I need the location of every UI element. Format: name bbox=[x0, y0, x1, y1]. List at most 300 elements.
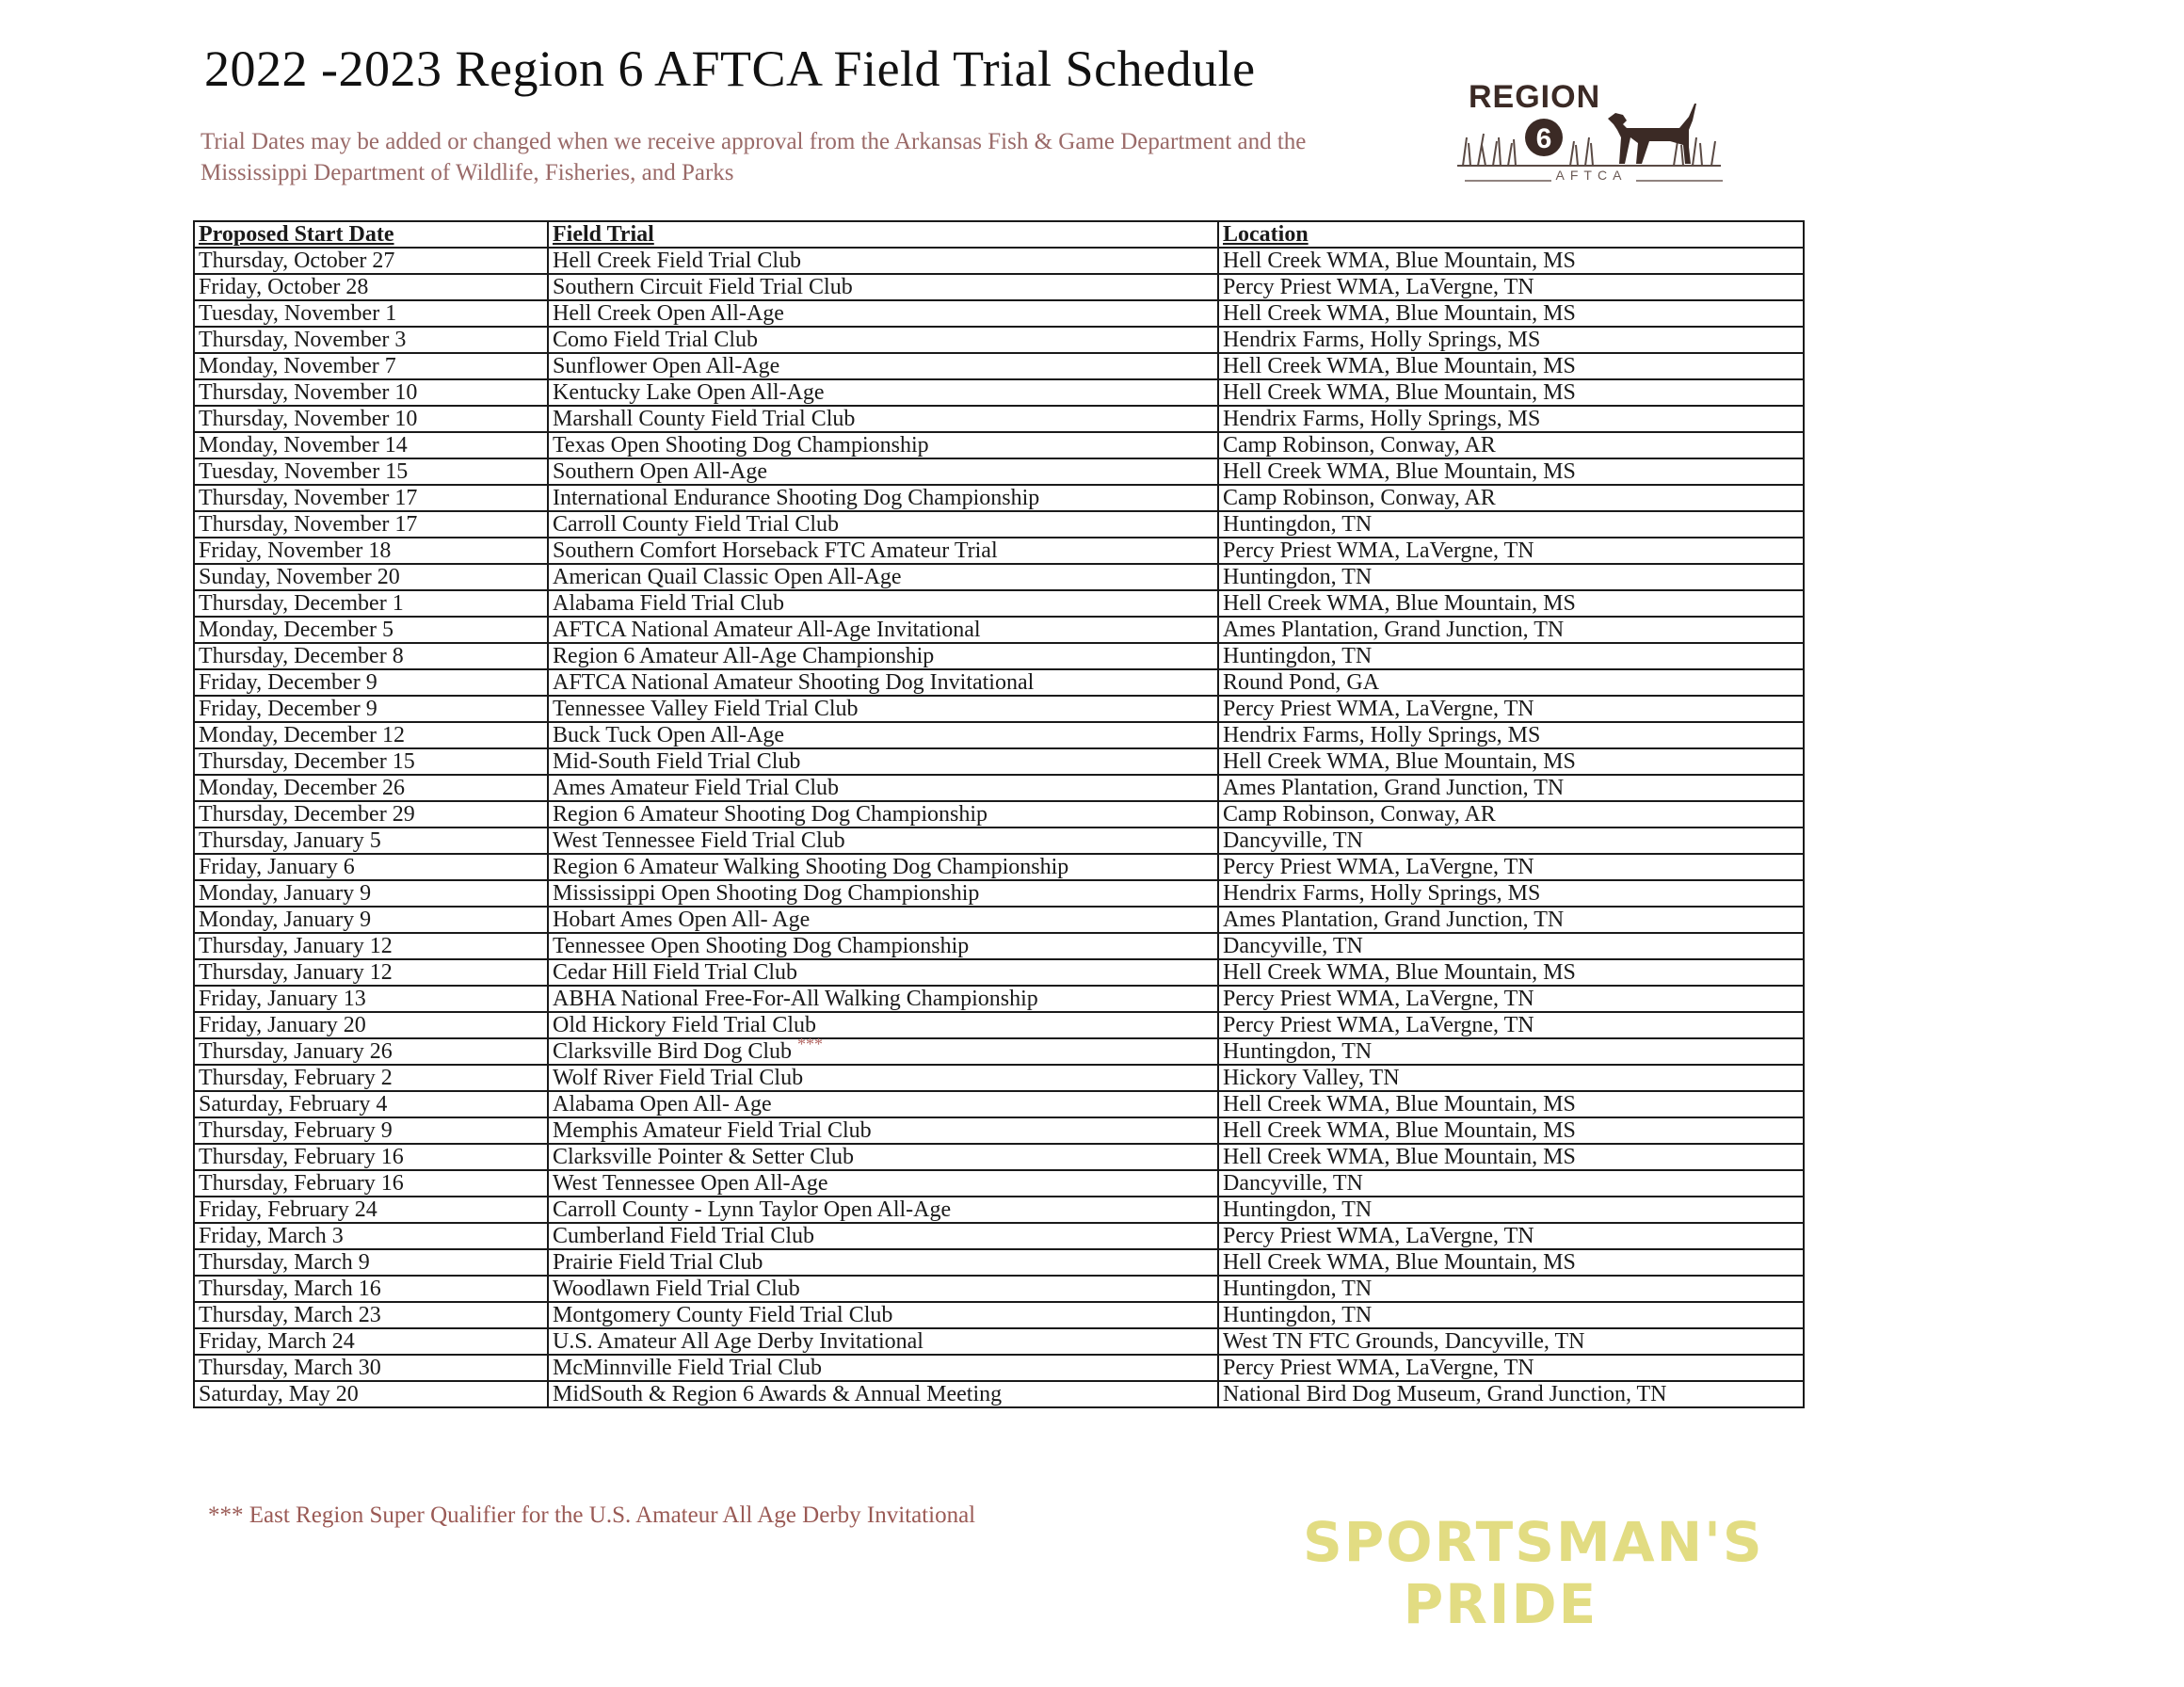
table-row bbox=[194, 1170, 1804, 1197]
cell-start-date bbox=[194, 1038, 548, 1065]
cell-field-trial-text: Hell Creek Field Trial Club bbox=[553, 249, 801, 273]
cell-start-date bbox=[194, 1170, 548, 1197]
cell-field-trial bbox=[548, 827, 1218, 854]
cell-field-trial bbox=[548, 248, 1218, 274]
cell-start-date bbox=[194, 1302, 548, 1328]
cell-start-date-text: Thursday, January 5 bbox=[199, 828, 381, 853]
table-row bbox=[194, 1276, 1804, 1302]
cell-field-trial-text: Kentucky Lake Open All-Age bbox=[553, 380, 825, 405]
cell-field-trial bbox=[548, 1197, 1218, 1223]
cell-start-date-text: Friday, January 20 bbox=[199, 1013, 366, 1037]
cell-location bbox=[1218, 274, 1804, 300]
cell-field-trial-text: Carroll County Field Trial Club bbox=[553, 512, 840, 537]
cell-start-date-text: Thursday, January 12 bbox=[199, 934, 393, 958]
cell-location-text: Camp Robinson, Conway, AR bbox=[1223, 433, 1496, 458]
cell-location bbox=[1218, 458, 1804, 485]
cell-start-date bbox=[194, 1355, 548, 1381]
cell-location-text: Percy Priest WMA, LaVergne, TN bbox=[1223, 1356, 1534, 1380]
table-row bbox=[194, 538, 1804, 564]
table-row bbox=[194, 933, 1804, 959]
table-row bbox=[194, 1144, 1804, 1170]
cell-location bbox=[1218, 1012, 1804, 1038]
cell-location bbox=[1218, 959, 1804, 986]
cell-start-date bbox=[194, 959, 548, 986]
cell-field-trial bbox=[548, 538, 1218, 564]
table-row bbox=[194, 1091, 1804, 1117]
cell-location-text: Hell Creek WMA, Blue Mountain, MS bbox=[1223, 301, 1576, 326]
cell-field-trial-text: Mid-South Field Trial Club bbox=[553, 749, 801, 774]
cell-start-date-text: Thursday, March 16 bbox=[199, 1277, 381, 1301]
cell-start-date-text: Monday, December 5 bbox=[199, 618, 394, 642]
cell-location bbox=[1218, 564, 1804, 590]
cell-location bbox=[1218, 1302, 1804, 1328]
cell-field-trial bbox=[548, 1381, 1218, 1407]
cell-start-date bbox=[194, 248, 548, 274]
cell-field-trial bbox=[548, 617, 1218, 643]
cell-field-trial-text: Alabama Field Trial Club bbox=[553, 591, 784, 616]
table-row bbox=[194, 1223, 1804, 1249]
cell-field-trial-text: Southern Circuit Field Trial Club bbox=[553, 275, 853, 299]
cell-field-trial bbox=[548, 1035, 1218, 1065]
cell-field-trial bbox=[548, 801, 1218, 827]
cell-location-text: Dancyville, TN bbox=[1223, 828, 1363, 853]
cell-field-trial-text: Buck Tuck Open All-Age bbox=[553, 723, 784, 747]
table-row bbox=[194, 827, 1804, 854]
cell-location-text: Percy Priest WMA, LaVergne, TN bbox=[1223, 697, 1534, 721]
cell-location-text: Hell Creek WMA, Blue Mountain, MS bbox=[1223, 1092, 1576, 1117]
cell-start-date bbox=[194, 986, 548, 1012]
cell-start-date-text: Tuesday, November 15 bbox=[199, 459, 409, 484]
cell-location bbox=[1218, 880, 1804, 907]
cell-field-trial-text: Sunflower Open All-Age bbox=[553, 354, 780, 378]
cell-start-date bbox=[194, 801, 548, 827]
cell-location-text: Percy Priest WMA, LaVergne, TN bbox=[1223, 1013, 1534, 1037]
table-row bbox=[194, 959, 1804, 986]
cell-field-trial-text: MidSouth & Region 6 Awards & Annual Meeting bbox=[553, 1382, 1003, 1406]
cell-location-text: Percy Priest WMA, LaVergne, TN bbox=[1223, 987, 1534, 1011]
cell-location bbox=[1218, 748, 1804, 775]
cell-field-trial bbox=[548, 1249, 1218, 1276]
cell-field-trial-text: West Tennessee Field Trial Club bbox=[553, 828, 845, 853]
table-row bbox=[194, 590, 1804, 617]
cell-location-text: Percy Priest WMA, LaVergne, TN bbox=[1223, 538, 1534, 563]
table-row bbox=[194, 643, 1804, 669]
cell-start-date-text: Friday, February 24 bbox=[199, 1197, 377, 1222]
cell-location-text: Hell Creek WMA, Blue Mountain, MS bbox=[1223, 380, 1576, 405]
page-subtitle: Trial Dates may be added or changed when we receive approval from the Arkansas Fish & Game Department and the Mississippi Department of Wildlife, Fisheries, and Parks bbox=[201, 129, 1307, 185]
cell-start-date-text: Sunday, November 20 bbox=[199, 565, 400, 589]
cell-field-trial-text: Carroll County - Lynn Taylor Open All-Age bbox=[553, 1197, 952, 1222]
table-row bbox=[194, 696, 1804, 722]
cell-location bbox=[1218, 1276, 1804, 1302]
cell-start-date bbox=[194, 1065, 548, 1091]
cell-field-trial bbox=[548, 933, 1218, 959]
cell-location-text: Camp Robinson, Conway, AR bbox=[1223, 802, 1496, 827]
cell-location bbox=[1218, 327, 1804, 353]
cell-start-date bbox=[194, 854, 548, 880]
logo-aftca-text: AFTCA bbox=[1555, 168, 1628, 183]
cell-field-trial bbox=[548, 590, 1218, 617]
cell-field-trial-text: Ames Amateur Field Trial Club bbox=[553, 776, 840, 800]
table-row bbox=[194, 485, 1804, 511]
cell-start-date bbox=[194, 458, 548, 485]
cell-start-date bbox=[194, 485, 548, 511]
cell-location-text: Hendrix Farms, Holly Springs, MS bbox=[1223, 407, 1541, 431]
cell-location bbox=[1218, 1223, 1804, 1249]
cell-field-trial-text: Como Field Trial Club bbox=[553, 328, 759, 352]
cell-location-text: Huntingdon, TN bbox=[1223, 1197, 1373, 1222]
cell-location bbox=[1218, 538, 1804, 564]
cell-start-date-text: Monday, January 9 bbox=[199, 881, 372, 906]
cell-location-text: Hell Creek WMA, Blue Mountain, MS bbox=[1223, 591, 1576, 616]
table-row bbox=[194, 907, 1804, 933]
cell-start-date-text: Friday, March 24 bbox=[199, 1329, 355, 1354]
cell-start-date bbox=[194, 353, 548, 379]
cell-location-text: Ames Plantation, Grand Junction, TN bbox=[1223, 776, 1565, 800]
cell-field-trial-text: Region 6 Amateur Walking Shooting Dog Championship bbox=[553, 855, 1069, 879]
column-header-field-trial: Field Trial bbox=[548, 221, 1218, 248]
sponsor-line-2: PRIDE bbox=[1403, 1572, 1598, 1636]
cell-location-text: Ames Plantation, Grand Junction, TN bbox=[1223, 618, 1565, 642]
table-row bbox=[194, 327, 1804, 353]
cell-start-date bbox=[194, 1012, 548, 1038]
cell-start-date-text: Thursday, November 3 bbox=[199, 328, 407, 352]
cell-start-date-text: Thursday, December 8 bbox=[199, 644, 404, 668]
cell-location bbox=[1218, 406, 1804, 432]
cell-field-trial-text: Hell Creek Open All-Age bbox=[553, 301, 784, 326]
cell-location bbox=[1218, 1381, 1804, 1407]
cell-field-trial bbox=[548, 748, 1218, 775]
cell-location bbox=[1218, 643, 1804, 669]
svg-text:6: 6 bbox=[1535, 123, 1552, 154]
cell-location bbox=[1218, 854, 1804, 880]
cell-start-date bbox=[194, 827, 548, 854]
cell-location bbox=[1218, 379, 1804, 406]
cell-start-date-text: Thursday, February 9 bbox=[199, 1118, 393, 1143]
table-row bbox=[194, 1249, 1804, 1276]
cell-location-text: Huntingdon, TN bbox=[1223, 512, 1373, 537]
table-row bbox=[194, 854, 1804, 880]
cell-start-date bbox=[194, 379, 548, 406]
cell-location-text: Hell Creek WMA, Blue Mountain, MS bbox=[1223, 1250, 1576, 1275]
cell-field-trial bbox=[548, 775, 1218, 801]
table-header-row bbox=[194, 221, 1804, 248]
cell-start-date bbox=[194, 643, 548, 669]
cell-field-trial bbox=[548, 353, 1218, 379]
cell-location-text: Camp Robinson, Conway, AR bbox=[1223, 486, 1496, 510]
cell-field-trial-text: Region 6 Amateur Shooting Dog Championship bbox=[553, 802, 988, 827]
cell-location bbox=[1218, 248, 1804, 274]
cell-start-date-text: Tuesday, November 1 bbox=[199, 301, 397, 326]
cell-field-trial-text: Cumberland Field Trial Club bbox=[553, 1224, 815, 1248]
cell-field-trial bbox=[548, 379, 1218, 406]
cell-location-text: Hendrix Farms, Holly Springs, MS bbox=[1223, 881, 1541, 906]
cell-field-trial-text: ABHA National Free-For-All Walking Championship bbox=[553, 987, 1038, 1011]
cell-start-date-text: Friday, November 18 bbox=[199, 538, 392, 563]
cell-location-text: Huntingdon, TN bbox=[1223, 1039, 1373, 1064]
table-row bbox=[194, 1012, 1804, 1038]
cell-start-date-text: Thursday, January 12 bbox=[199, 960, 393, 985]
table-row bbox=[194, 1197, 1804, 1223]
cell-location-text: Huntingdon, TN bbox=[1223, 565, 1373, 589]
table-row bbox=[194, 669, 1804, 696]
cell-field-trial bbox=[548, 1276, 1218, 1302]
cell-start-date bbox=[194, 538, 548, 564]
table-row bbox=[194, 986, 1804, 1012]
cell-location bbox=[1218, 1144, 1804, 1170]
cell-start-date bbox=[194, 564, 548, 590]
table-row bbox=[194, 379, 1804, 406]
cell-field-trial bbox=[548, 564, 1218, 590]
cell-start-date-text: Thursday, March 30 bbox=[199, 1356, 381, 1380]
cell-field-trial-text: Southern Comfort Horseback FTC Amateur Trial bbox=[553, 538, 998, 563]
cell-location-text: National Bird Dog Museum, Grand Junction, TN bbox=[1223, 1382, 1667, 1406]
schedule-table bbox=[193, 220, 1805, 1408]
cell-start-date-text: Friday, October 28 bbox=[199, 275, 369, 299]
cell-field-trial bbox=[548, 1117, 1218, 1144]
cell-start-date-text: Thursday, February 16 bbox=[199, 1171, 404, 1196]
table-row bbox=[194, 564, 1804, 590]
cell-field-trial bbox=[548, 1065, 1218, 1091]
logo-region-text: REGION bbox=[1469, 79, 1601, 115]
cell-start-date bbox=[194, 722, 548, 748]
cell-location bbox=[1218, 986, 1804, 1012]
cell-field-trial bbox=[548, 432, 1218, 458]
cell-start-date-text: Saturday, May 20 bbox=[199, 1382, 359, 1406]
footnote: *** East Region Super Qualifier for the U.S. Amateur All Age Derby Invitational bbox=[208, 1502, 976, 1528]
cell-field-trial-text: Clarksville Bird Dog Club bbox=[553, 1039, 792, 1064]
cell-field-trial bbox=[548, 643, 1218, 669]
cell-start-date bbox=[194, 300, 548, 327]
table-row bbox=[194, 300, 1804, 327]
cell-field-trial bbox=[548, 1170, 1218, 1197]
page-title: 2022 -2023 Region 6 AFTCA Field Trial Schedule bbox=[204, 40, 1256, 97]
cell-field-trial-text: International Endurance Shooting Dog Championship bbox=[553, 486, 1040, 510]
cell-start-date bbox=[194, 880, 548, 907]
cell-location-text: Percy Priest WMA, LaVergne, TN bbox=[1223, 855, 1534, 879]
cell-location-text: Huntingdon, TN bbox=[1223, 644, 1373, 668]
cell-start-date bbox=[194, 1328, 548, 1355]
cell-field-trial bbox=[548, 300, 1218, 327]
cell-start-date-text: Thursday, January 26 bbox=[199, 1039, 393, 1064]
region-6-logo bbox=[1457, 75, 1740, 193]
table-row bbox=[194, 1065, 1804, 1091]
cell-field-trial bbox=[548, 959, 1218, 986]
cell-start-date-text: Friday, January 6 bbox=[199, 855, 355, 879]
cell-location-text: Hell Creek WMA, Blue Mountain, MS bbox=[1223, 249, 1576, 273]
cell-field-trial-text: Cedar Hill Field Trial Club bbox=[553, 960, 798, 985]
sportsmans-pride-logo bbox=[1303, 1510, 1764, 1636]
cell-location bbox=[1218, 511, 1804, 538]
cell-start-date bbox=[194, 511, 548, 538]
cell-start-date-text: Monday, November 7 bbox=[199, 354, 396, 378]
cell-field-trial bbox=[548, 880, 1218, 907]
cell-location-text: Huntingdon, TN bbox=[1223, 1303, 1373, 1327]
cell-start-date-text: Thursday, February 2 bbox=[199, 1066, 393, 1090]
cell-field-trial bbox=[548, 274, 1218, 300]
cell-location bbox=[1218, 1197, 1804, 1223]
cell-start-date-text: Saturday, February 4 bbox=[199, 1092, 388, 1117]
cell-location bbox=[1218, 775, 1804, 801]
cell-start-date-text: Friday, December 9 bbox=[199, 697, 377, 721]
cell-field-trial bbox=[548, 1091, 1218, 1117]
cell-field-trial bbox=[548, 511, 1218, 538]
cell-location-text: Ames Plantation, Grand Junction, TN bbox=[1223, 908, 1565, 932]
cell-location bbox=[1218, 485, 1804, 511]
cell-field-trial-text: Alabama Open All- Age bbox=[553, 1092, 772, 1117]
cell-field-trial-text: Clarksville Pointer & Setter Club bbox=[553, 1145, 854, 1169]
cell-field-trial-text: Tennessee Open Shooting Dog Championship bbox=[553, 934, 970, 958]
cell-start-date bbox=[194, 748, 548, 775]
cell-location bbox=[1218, 1355, 1804, 1381]
cell-start-date-text: Monday, December 26 bbox=[199, 776, 406, 800]
cell-field-trial bbox=[548, 1328, 1218, 1355]
cell-start-date bbox=[194, 617, 548, 643]
cell-field-trial-text: Southern Open All-Age bbox=[553, 459, 767, 484]
cell-start-date-text: Thursday, December 15 bbox=[199, 749, 415, 774]
cell-field-trial-text: AFTCA National Amateur Shooting Dog Invitational bbox=[553, 670, 1035, 695]
table-row bbox=[194, 432, 1804, 458]
cell-field-trial-text: Old Hickory Field Trial Club bbox=[553, 1013, 817, 1037]
cell-location bbox=[1218, 1038, 1804, 1065]
cell-location bbox=[1218, 933, 1804, 959]
table-row bbox=[194, 1117, 1804, 1144]
table-row bbox=[194, 458, 1804, 485]
cell-field-trial-text: Wolf River Field Trial Club bbox=[553, 1066, 804, 1090]
cell-start-date-text: Thursday, February 16 bbox=[199, 1145, 404, 1169]
cell-start-date bbox=[194, 274, 548, 300]
cell-field-trial bbox=[548, 406, 1218, 432]
cell-location bbox=[1218, 907, 1804, 933]
cell-field-trial-text: Marshall County Field Trial Club bbox=[553, 407, 856, 431]
cell-location-text: Round Pond, GA bbox=[1223, 670, 1380, 695]
cell-start-date bbox=[194, 406, 548, 432]
cell-field-trial bbox=[548, 1302, 1218, 1328]
cell-field-trial-text: U.S. Amateur All Age Derby Invitational bbox=[553, 1329, 923, 1354]
cell-field-trial bbox=[548, 1355, 1218, 1381]
cell-start-date bbox=[194, 1197, 548, 1223]
table-row bbox=[194, 801, 1804, 827]
cell-field-trial bbox=[548, 722, 1218, 748]
cell-field-trial-text: Woodlawn Field Trial Club bbox=[553, 1277, 800, 1301]
cell-start-date-text: Thursday, October 27 bbox=[199, 249, 395, 273]
cell-start-date bbox=[194, 1144, 548, 1170]
cell-field-trial-text: West Tennessee Open All-Age bbox=[553, 1171, 828, 1196]
table-row bbox=[194, 1328, 1804, 1355]
cell-location bbox=[1218, 1249, 1804, 1276]
table-row bbox=[194, 353, 1804, 379]
cell-field-trial bbox=[548, 907, 1218, 933]
table-row bbox=[194, 406, 1804, 432]
table-row bbox=[194, 248, 1804, 274]
cell-start-date bbox=[194, 1249, 548, 1276]
cell-field-trial bbox=[548, 696, 1218, 722]
sponsor-line-1: SPORTSMAN'S bbox=[1303, 1510, 1764, 1574]
cell-field-trial bbox=[548, 986, 1218, 1012]
cell-location-text: Dancyville, TN bbox=[1223, 934, 1363, 958]
cell-location-text: Hell Creek WMA, Blue Mountain, MS bbox=[1223, 1145, 1576, 1169]
cell-location bbox=[1218, 1328, 1804, 1355]
cell-start-date-text: Friday, December 9 bbox=[199, 670, 377, 695]
cell-start-date bbox=[194, 1091, 548, 1117]
cell-location-text: Hendrix Farms, Holly Springs, MS bbox=[1223, 328, 1541, 352]
cell-start-date-text: Friday, January 13 bbox=[199, 987, 366, 1011]
table-row bbox=[194, 748, 1804, 775]
footnote-marker: *** bbox=[797, 1035, 823, 1053]
cell-location bbox=[1218, 590, 1804, 617]
cell-start-date bbox=[194, 775, 548, 801]
table-row bbox=[194, 274, 1804, 300]
cell-location-text: Hell Creek WMA, Blue Mountain, MS bbox=[1223, 749, 1576, 774]
cell-field-trial bbox=[548, 1012, 1218, 1038]
cell-start-date-text: Thursday, November 17 bbox=[199, 486, 418, 510]
cell-start-date-text: Thursday, March 23 bbox=[199, 1303, 381, 1327]
cell-location bbox=[1218, 617, 1804, 643]
cell-location-text: Hell Creek WMA, Blue Mountain, MS bbox=[1223, 459, 1576, 484]
cell-location bbox=[1218, 300, 1804, 327]
cell-location bbox=[1218, 353, 1804, 379]
cell-field-trial-text: Montgomery County Field Trial Club bbox=[553, 1303, 893, 1327]
column-header-location: Location bbox=[1218, 221, 1804, 248]
table-row bbox=[194, 775, 1804, 801]
cell-start-date-text: Friday, March 3 bbox=[199, 1224, 344, 1248]
cell-start-date bbox=[194, 590, 548, 617]
cell-start-date bbox=[194, 432, 548, 458]
cell-field-trial bbox=[548, 485, 1218, 511]
cell-location-text: Hell Creek WMA, Blue Mountain, MS bbox=[1223, 960, 1576, 985]
cell-location bbox=[1218, 1065, 1804, 1091]
cell-location-text: Huntingdon, TN bbox=[1223, 1277, 1373, 1301]
cell-start-date-text: Thursday, December 1 bbox=[199, 591, 404, 616]
cell-location bbox=[1218, 1091, 1804, 1117]
cell-start-date bbox=[194, 1381, 548, 1407]
table-row bbox=[194, 1302, 1804, 1328]
cell-location-text: Hell Creek WMA, Blue Mountain, MS bbox=[1223, 1118, 1576, 1143]
cell-field-trial bbox=[548, 458, 1218, 485]
cell-start-date-text: Thursday, March 9 bbox=[199, 1250, 370, 1275]
cell-start-date-text: Thursday, November 10 bbox=[199, 380, 418, 405]
table-row bbox=[194, 617, 1804, 643]
cell-start-date bbox=[194, 1223, 548, 1249]
cell-field-trial bbox=[548, 1144, 1218, 1170]
cell-location-text: Hell Creek WMA, Blue Mountain, MS bbox=[1223, 354, 1576, 378]
cell-location-text: West TN FTC Grounds, Dancyville, TN bbox=[1223, 1329, 1585, 1354]
table-row bbox=[194, 1355, 1804, 1381]
cell-field-trial-text: McMinnville Field Trial Club bbox=[553, 1356, 823, 1380]
cell-location-text: Dancyville, TN bbox=[1223, 1171, 1363, 1196]
cell-field-trial-text: Prairie Field Trial Club bbox=[553, 1250, 763, 1275]
table-row bbox=[194, 1038, 1804, 1065]
cell-location bbox=[1218, 432, 1804, 458]
table-row bbox=[194, 511, 1804, 538]
cell-field-trial-text: American Quail Classic Open All-Age bbox=[553, 565, 902, 589]
cell-start-date-text: Thursday, November 17 bbox=[199, 512, 418, 537]
cell-location-text: Hickory Valley, TN bbox=[1223, 1066, 1400, 1090]
column-header-date: Proposed Start Date bbox=[194, 221, 548, 248]
cell-field-trial bbox=[548, 327, 1218, 353]
table-row bbox=[194, 1381, 1804, 1407]
cell-start-date bbox=[194, 669, 548, 696]
cell-location bbox=[1218, 696, 1804, 722]
cell-start-date bbox=[194, 933, 548, 959]
cell-field-trial bbox=[548, 854, 1218, 880]
cell-location-text: Percy Priest WMA, LaVergne, TN bbox=[1223, 1224, 1534, 1248]
cell-start-date-text: Thursday, December 29 bbox=[199, 802, 415, 827]
cell-field-trial-text: Tennessee Valley Field Trial Club bbox=[553, 697, 859, 721]
cell-start-date bbox=[194, 696, 548, 722]
table-row bbox=[194, 880, 1804, 907]
cell-field-trial-text: Hobart Ames Open All- Age bbox=[553, 908, 811, 932]
